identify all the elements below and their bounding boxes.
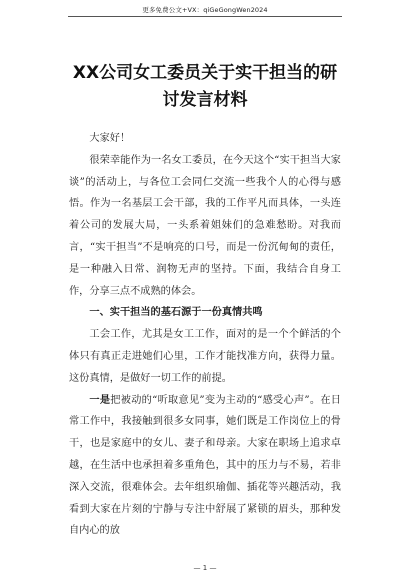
page-number: — 1 — [193, 564, 217, 572]
point-one-text: 把被动的“听取意见”变为主动的“感受心声”。在日常工作中，我接触到很多女同事，她们既是工作岗位上的骨干，也是家庭中的女儿、妻子和母亲。大家在职场上追求卓越，在生活中也承担着多重角色，其中的压力与不易，若非深入交流，很难体会。去年组织瑜伽、插花等兴趣活动，我看到大家在片刻的宁静与专注中舒展了紧锁的眉头，那种发自内心的放 [69, 394, 341, 537]
page-header-text: 更多免费公文+VX：qiGeGongWen2024 [142, 6, 268, 14]
section-heading-1: 一、实干担当的基石源于一份真情共鸣 [89, 307, 263, 319]
document-body [69, 128, 341, 542]
document-title: XX公司女工委员关于实干担当的研讨发言材料 [72, 63, 338, 110]
point-one-lead: 一是 [89, 394, 111, 406]
point-one-paragraph [69, 390, 341, 543]
greeting: 大家好！ [89, 133, 131, 144]
section-1-paragraph: 工会工作，尤其是女工工作，面对的是一个个鲜活的个体只有真正走进她们心里，工作才能找准方向，获得力量。这份真情，是做好一切工作的前提。 [69, 329, 341, 384]
intro-paragraph: 很荣幸能作为一名女工委员，在今天这个“实干担当大家谈”的活动上，与各位工会同仁交流一些我个人的心得与感悟。作为一名基层工会干部，我的工作平凡而具体，一头连着公司的发展大局，一头系着姐妹们的急难愁盼。对我而言，“实干担当”不是响亮的口号，而是一份沉甸甸的责任，是一种融入日常、润物无声的坚持。下面，我结合自身工作，分享三点不成熟的体会。 [69, 154, 341, 297]
header-divider [68, 16, 342, 17]
